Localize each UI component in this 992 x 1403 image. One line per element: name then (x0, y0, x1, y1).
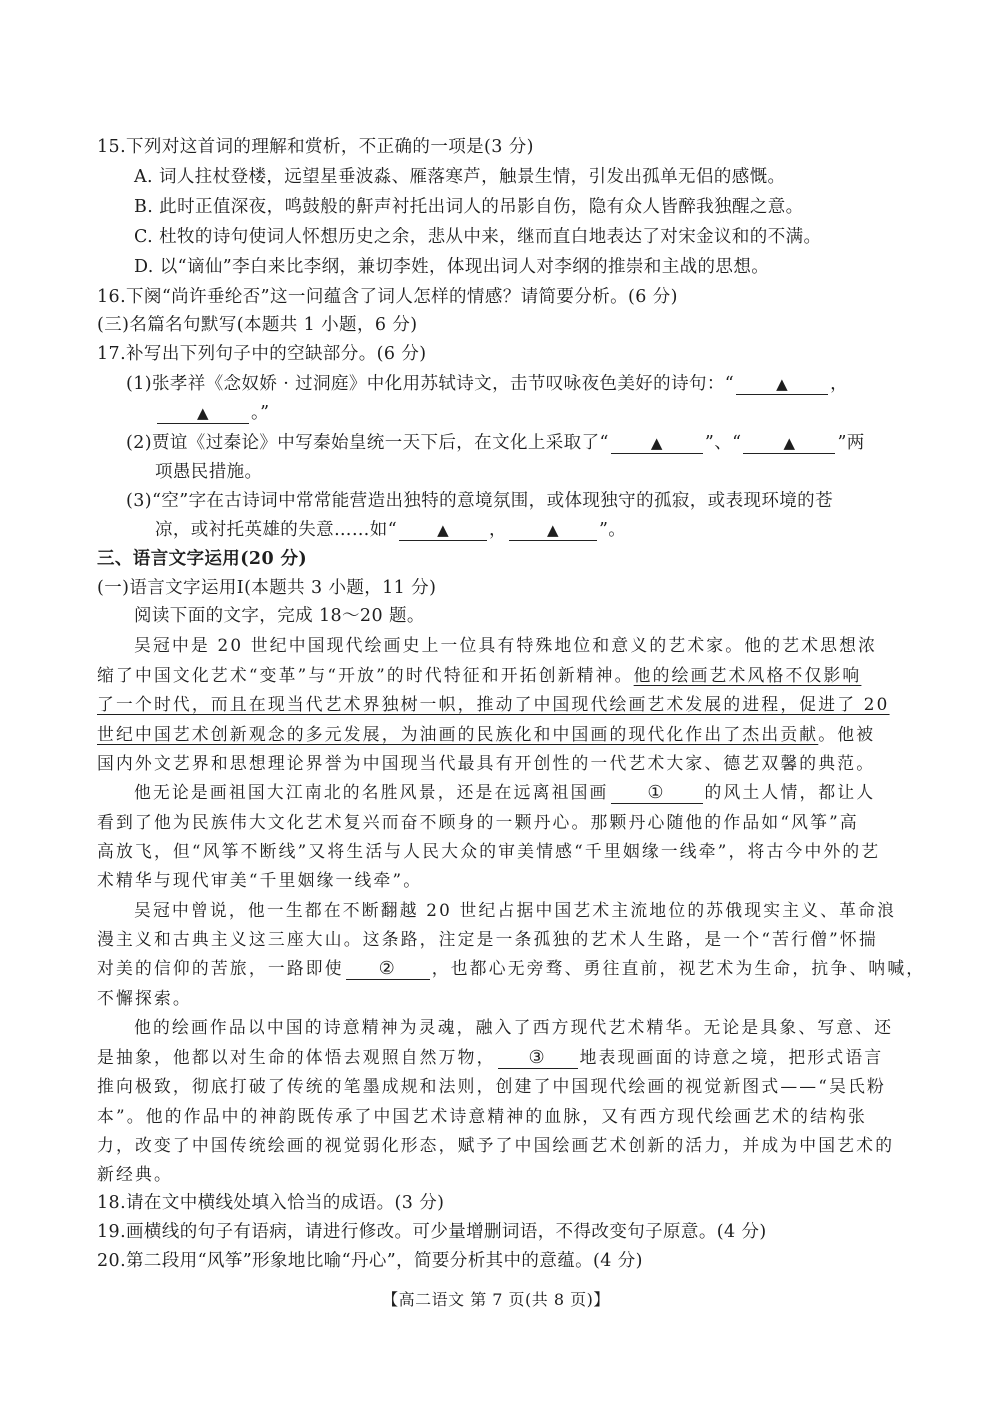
passage-text: ，也都心无旁骛、勇往直前，视艺术为生命，抗争、呐喊， (431, 958, 926, 978)
passage-p2-line-1 (134, 781, 875, 804)
q17-item-1-comma: ， (830, 374, 849, 394)
passage-p1-line-4 (97, 723, 875, 745)
q16-stem: 16.下阕“尚许垂纶否”这一问蕴含了词人怎样的情感？请简要分析。(6 分) (97, 287, 678, 307)
circled-number: ① (647, 782, 666, 803)
q15-option-d: D. 以“谪仙”李白来比李纲，兼切李姓，体现出词人对李纲的推崇和主战的思想。 (134, 257, 770, 277)
q17-item-2-end: ”两 (837, 433, 865, 453)
passage-p1-line-2 (97, 664, 861, 686)
triangle-icon: ▲ (197, 404, 209, 422)
passage-p4-line-1: 他的绘画作品以中国的诗意精神为灵魂，融入了西方现代艺术精华。无论是具象、写意、还 (134, 1017, 894, 1037)
q15-option-c: C. 杜牧的诗句使词人怀想历史之余，悲从中来，继而直白地表达了对宋金议和的不满。 (134, 227, 822, 247)
q15-option-b: B. 此时正值深夜，鸣鼓般的鼾声衬托出词人的吊影自伤，隐有众人皆醉我独醒之意。 (134, 197, 804, 217)
passage-text: 是抽象，他都以对生命的体悟去观照自然万物， (97, 1047, 496, 1067)
passage-text: 缩了中国文化艺术“变革”与“开放”的时代特征和开拓创新精神。 (97, 665, 634, 685)
passage-text: 对美的信仰的苦旅，一路即使 (97, 958, 344, 978)
q17-item-3-end: ”。 (598, 520, 627, 540)
passage-p1-line-1: 吴冠中是 20 世纪中国现代绘画史上一位具有特殊地位和意义的艺术家。他的艺术思想浓 (134, 635, 878, 655)
q15-stem: 15.下列对这首词的理解和赏析，不正确的一项是(3 分) (97, 137, 534, 157)
passage-p3-line-2: 漫主义和古典主义这三座大山。这条路，注定是一条孤独的艺术人生路，是一个“苦行僧”怀揣 (97, 929, 878, 949)
blank-2[interactable] (346, 958, 430, 980)
triangle-icon: ▲ (776, 375, 789, 393)
section-language-sub-heading: (一)语言文字运用Ⅰ(本题共 3 小题，11 分) (97, 578, 437, 598)
blank-1[interactable] (611, 782, 703, 804)
passage-p3-line-4: 不懈探索。 (97, 988, 192, 1008)
q19-stem: 19.画横线的句子有语病，请进行修改。可少量增删词语，不得改变句子原意。(4 分) (97, 1222, 767, 1242)
q17-item-2-sep: ”、“ (704, 433, 742, 453)
section-dictation-heading: (三)名篇名句默写(本题共 1 小题，6 分) (97, 315, 418, 335)
passage-p4-line-3: 推向极致，彻底打破了传统的笔墨成规和法则，创建了中国现代绘画的视觉新图式——“吴氏粉 (97, 1076, 887, 1096)
passage-p4-line-2 (97, 1046, 883, 1069)
answer-blank[interactable] (509, 520, 597, 541)
triangle-icon: ▲ (546, 521, 559, 539)
passage-p2-line-4: 术精华与现代审美“千里姻缘一线牵”。 (97, 870, 423, 890)
q17-item-2-line-1 (126, 432, 865, 454)
passage-text: 地表现画面的诗意之境，把形式语言 (579, 1047, 884, 1067)
q15-option-a: A. 词人拄杖登楼，远望星垂波淼、雁落寒芦，触景生情，引发出孤单无侣的感慨。 (134, 167, 786, 187)
page-footer: 【高二语文 第 7 页(共 8 页)】 (382, 1290, 610, 1309)
q20-stem: 20.第二段用“风筝”形象地比喻“丹心”，简要分析其中的意蕴。(4 分) (97, 1251, 643, 1271)
passage-text: 的风土人情，都让人 (704, 782, 876, 802)
q17-item-3-comma: ， (489, 520, 507, 540)
q17-item-2-text: (2)贾谊《过秦论》中写秦始皇统一天下后，在文化上采取了“ (126, 433, 609, 453)
q17-item-3-line-2 (155, 519, 626, 541)
blank-3[interactable] (498, 1047, 578, 1069)
passage-p3-line-1: 吴冠中曾说，他一生都在不断翻越 20 世纪占据中国艺术主流地位的苏俄现实主义、革命浪 (134, 900, 897, 920)
underlined-sentence: 世纪中国艺术创新观念的多元发展，为油画的民族化和中国画的现代化作出了杰出贡献 (97, 724, 819, 744)
passage-p3-line-3 (97, 957, 925, 980)
q17-item-1-text: (1)张孝祥《念奴娇 · 过洞庭》中化用苏轼诗文，击节叹咏夜色美好的诗句：“ (126, 374, 735, 394)
passage-p4-line-4: 本”。他的作品中的神韵既传承了中国艺术诗意精神的血脉，又有西方现代绘画艺术的结构张 (97, 1106, 868, 1126)
answer-blank[interactable] (736, 374, 828, 395)
q17-item-3-line-1: (3)“空”字在古诗词中常常能营造出独特的意境氛围，或体现独守的孤寂，或表现环境的苍 (126, 491, 833, 511)
section-language-heading: 三、语言文字运用(20 分) (97, 549, 308, 569)
passage-p2-line-2: 看到了他为民族伟大文化艺术复兴而奋不顾身的一颗丹心。那颗丹心随他的作品如“风筝”高 (97, 812, 859, 832)
triangle-icon: ▲ (650, 434, 663, 452)
circled-number: ② (378, 958, 397, 979)
passage-p1-line-3: 了一个时代，而且在现当代艺术界独树一帜，推动了中国现代绘画艺术发展的进程，促进了 20 (97, 694, 890, 714)
q17-item-3-text: 凉，或衬托英雄的失意……如“ (155, 520, 398, 540)
passage-text: 。他被 (818, 724, 876, 744)
triangle-icon: ▲ (783, 434, 796, 452)
reading-instruction: 阅读下面的文字，完成 18～20 题。 (134, 606, 425, 626)
q17-stem: 17.补写出下列句子中的空缺部分。(6 分) (97, 344, 427, 364)
underlined-sentence: 他的绘画艺术风格不仅影响 (633, 665, 862, 685)
passage-text: 他无论是画祖国大江南北的名胜风景，还是在远离祖国画 (134, 782, 609, 802)
q17-item-2-line-2: 项愚民措施。 (155, 462, 263, 482)
answer-blank[interactable] (611, 433, 703, 454)
circled-number: ③ (528, 1047, 547, 1068)
answer-blank[interactable] (157, 403, 249, 424)
answer-blank[interactable] (743, 433, 835, 454)
answer-blank[interactable] (399, 520, 487, 541)
passage-p2-line-3: 高放飞，但“风筝不断线”又将生活与人民大众的审美情感“千里姻缘一线牵”，将古今中外的艺 (97, 841, 881, 861)
passage-p1-line-5: 国内外文艺界和思想理论界誉为中国现当代最具有开创性的一代艺术大家、德艺双馨的典范。 (97, 753, 876, 773)
q17-item-1-end: 。” (251, 403, 270, 423)
passage-p4-line-5: 力，改变了中国传统绘画的视觉弱化形态，赋予了中国绘画艺术创新的活力，并成为中国艺术的 (97, 1135, 895, 1155)
q17-item-1-line-1 (126, 373, 848, 395)
q18-stem: 18.请在文中横线处填入恰当的成语。(3 分) (97, 1193, 445, 1213)
q17-item-1-line-2 (155, 402, 270, 424)
triangle-icon: ▲ (437, 521, 450, 539)
passage-p4-line-6: 新经典。 (97, 1164, 173, 1184)
